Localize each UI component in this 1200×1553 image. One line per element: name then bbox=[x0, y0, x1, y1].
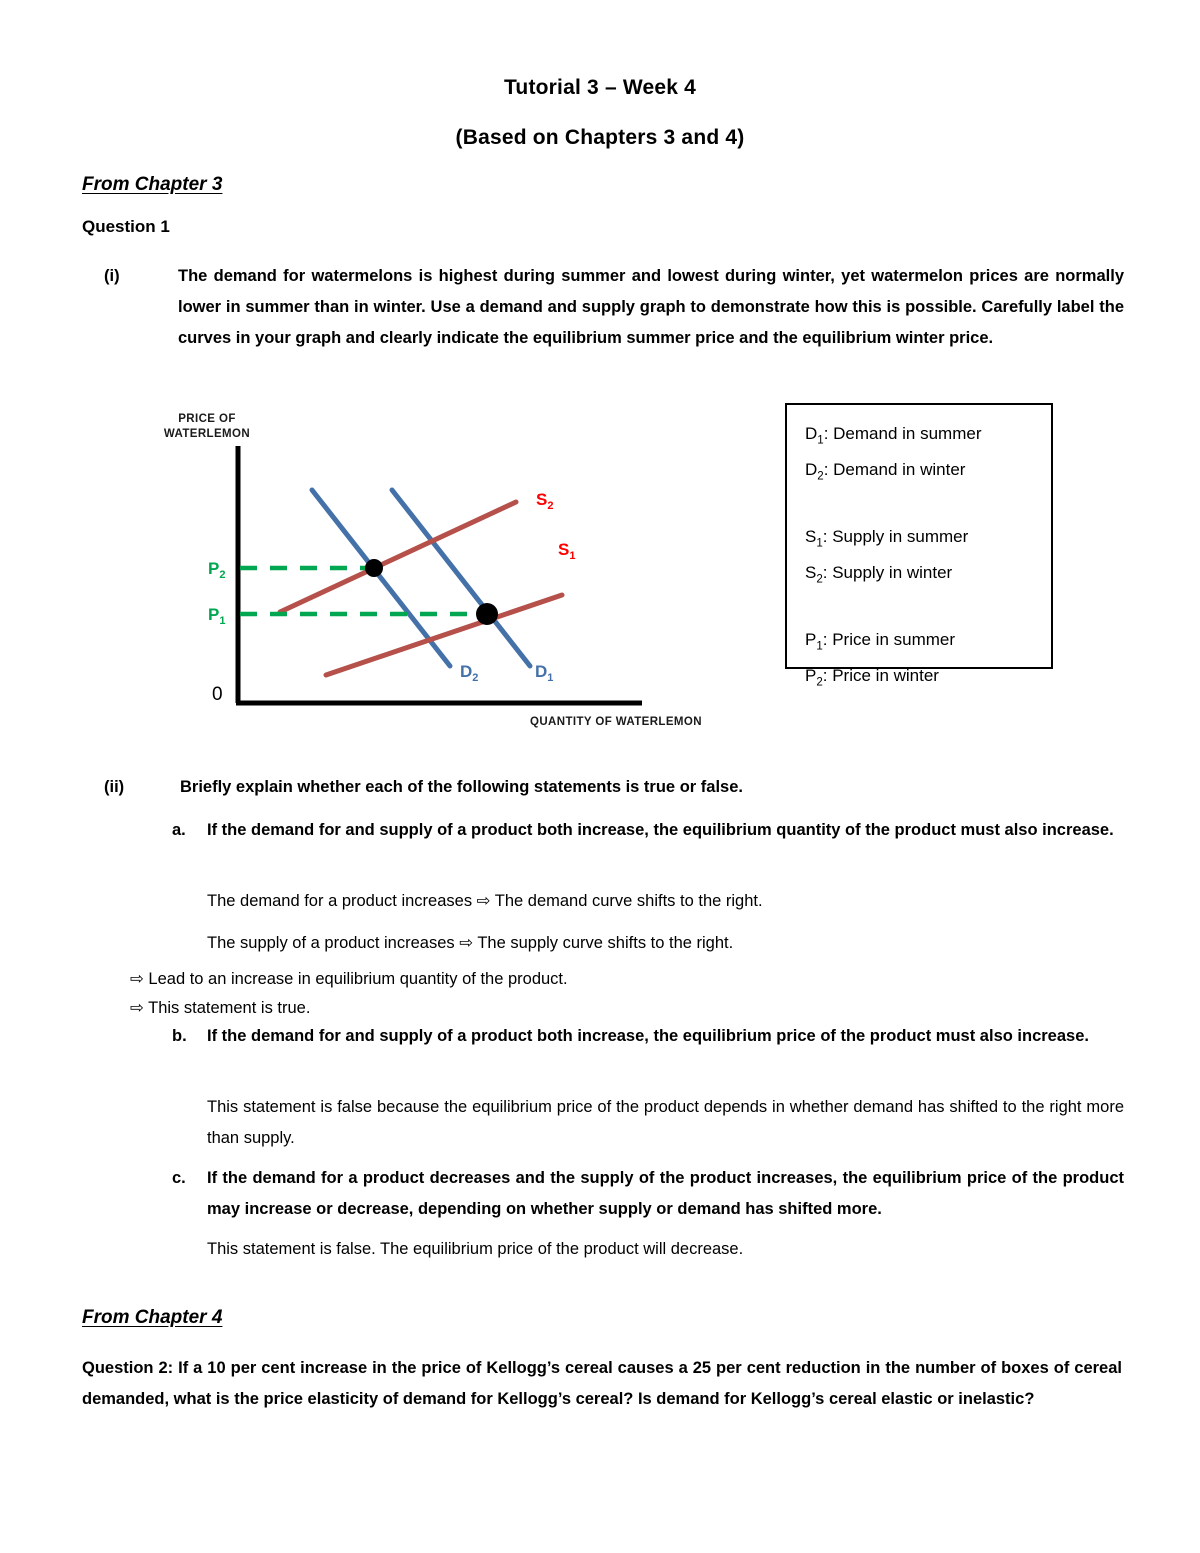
item-c-statement: If the demand for a product decreases and the supply of the product increases, the equilibrium price of the product may increase or decrease, depending on whether supply or demand has shifted more. bbox=[207, 1169, 1124, 1218]
part-i-marker: (i) bbox=[104, 267, 120, 285]
graph-legend-box bbox=[785, 403, 1053, 689]
item-c-marker: c. bbox=[172, 1169, 186, 1187]
legend-item-s1 bbox=[805, 522, 1051, 558]
x-axis-caption: QUANTITY OF WATERLEMON bbox=[530, 716, 702, 728]
item-a-statement: If the demand for and supply of a product both increase, the equilibrium quantity of the product must also increase. bbox=[207, 821, 1114, 839]
question-2-text: Question 2: If a 10 per cent increase in the price of Kellogg’s cereal causes a 25 per cent reduction in the number of boxes of cereal demanded, what is the price elasticity of demand for Kellogg’s cereal? Is demand for Kellogg’s cereal elastic or inelastic? bbox=[82, 1359, 1122, 1408]
question-1-label: Question 1 bbox=[82, 217, 170, 236]
section-heading-chapter-4: From Chapter 4 bbox=[82, 1307, 223, 1328]
part-ii-text: Briefly explain whether each of the following statements is true or false. bbox=[180, 778, 743, 796]
legend-spacer-2 bbox=[805, 595, 1051, 625]
demand-label-d2: $D_2$ bbox=[460, 662, 479, 684]
legend-item-p2 bbox=[805, 661, 1051, 697]
legend-text-s2: : Supply in winter bbox=[822, 563, 953, 583]
equilibrium-point-summer bbox=[476, 603, 498, 625]
legend-item-s2 bbox=[805, 558, 1051, 594]
legend-symbol-d2: $D_2$ bbox=[805, 460, 824, 483]
price-label-p2: $P_2$ bbox=[208, 559, 226, 581]
legend-text-p2: : Price in winter bbox=[822, 665, 939, 685]
item-b-answer-line-1: This statement is false because the equilibrium price of the product depends in whether demand has shifted to the right more than supply. bbox=[207, 1098, 1124, 1147]
legend-symbol-s2: $S_2$ bbox=[805, 563, 823, 586]
legend-symbol-p2: $P_2$ bbox=[805, 665, 823, 689]
item-c-answer-line-1: This statement is false. The equilibrium price of the product will decrease. bbox=[207, 1240, 744, 1258]
page-title: Tutorial 3 – Week 4 bbox=[503, 76, 697, 99]
legend-item-d2 bbox=[805, 455, 1051, 491]
legend-item-p1 bbox=[805, 625, 1051, 661]
item-a-answer-line-1: The demand for a product increases ⇨ The demand curve shifts to the right. bbox=[207, 892, 763, 910]
legend-symbol-s1: $S_1$ bbox=[805, 526, 823, 550]
legend-text-s1: : Supply in summer bbox=[822, 526, 969, 546]
item-a-answer-line-4: ⇨ This statement is true. bbox=[130, 999, 311, 1017]
supply-label-s2: $S_2$ bbox=[536, 490, 554, 512]
part-i-text: The demand for watermelons is highest during summer and lowest during winter, yet watermelon prices are normally lower in summer than in winter. Use a demand and supply graph to demonstrate how this is possible. Carefully label the curves in your graph and clearly indicate the equilibrium summer price and the equilibrium winter price. bbox=[178, 267, 1124, 347]
demand-curve-d1 bbox=[392, 490, 530, 666]
legend-symbol-p1: $P_1$ bbox=[805, 629, 823, 652]
legend-symbol-d1: $D_1$ bbox=[805, 424, 824, 447]
graph-canvas bbox=[130, 400, 710, 745]
legend-text-p1: : Price in summer bbox=[822, 629, 956, 649]
supply-curve-s2 bbox=[280, 502, 516, 612]
legend-text-d2: : Demand in winter bbox=[823, 460, 966, 480]
item-b-marker: b. bbox=[172, 1027, 187, 1045]
supply-label-s1: $S_1$ bbox=[558, 540, 576, 562]
item-b-statement: If the demand for and supply of a product both increase, the equilibrium price of the product must also increase. bbox=[207, 1027, 1089, 1045]
part-ii-marker: (ii) bbox=[104, 778, 125, 796]
section-heading-chapter-3: From Chapter 3 bbox=[82, 174, 223, 195]
price-label-p1: $P_1$ bbox=[208, 605, 226, 627]
y-axis-caption: PRICE OF WATERLEMON bbox=[163, 413, 251, 440]
legend-text-d1: : Demand in summer bbox=[823, 424, 982, 443]
supply-demand-graph bbox=[130, 400, 710, 745]
origin-label: 0 bbox=[212, 684, 223, 705]
item-a-marker: a. bbox=[172, 821, 186, 839]
page-subtitle: (Based on Chapters 3 and 4) bbox=[455, 126, 745, 149]
equilibrium-point-winter bbox=[365, 559, 383, 577]
demand-label-d1: $D_1$ bbox=[535, 662, 554, 684]
item-a-answer-line-2: The supply of a product increases ⇨ The supply curve shifts to the right. bbox=[207, 934, 734, 952]
item-a-answer-line-3: ⇨ Lead to an increase in equilibrium quantity of the product. bbox=[130, 970, 568, 988]
legend-item-d1 bbox=[805, 419, 1051, 455]
legend-spacer-1 bbox=[805, 492, 1051, 522]
